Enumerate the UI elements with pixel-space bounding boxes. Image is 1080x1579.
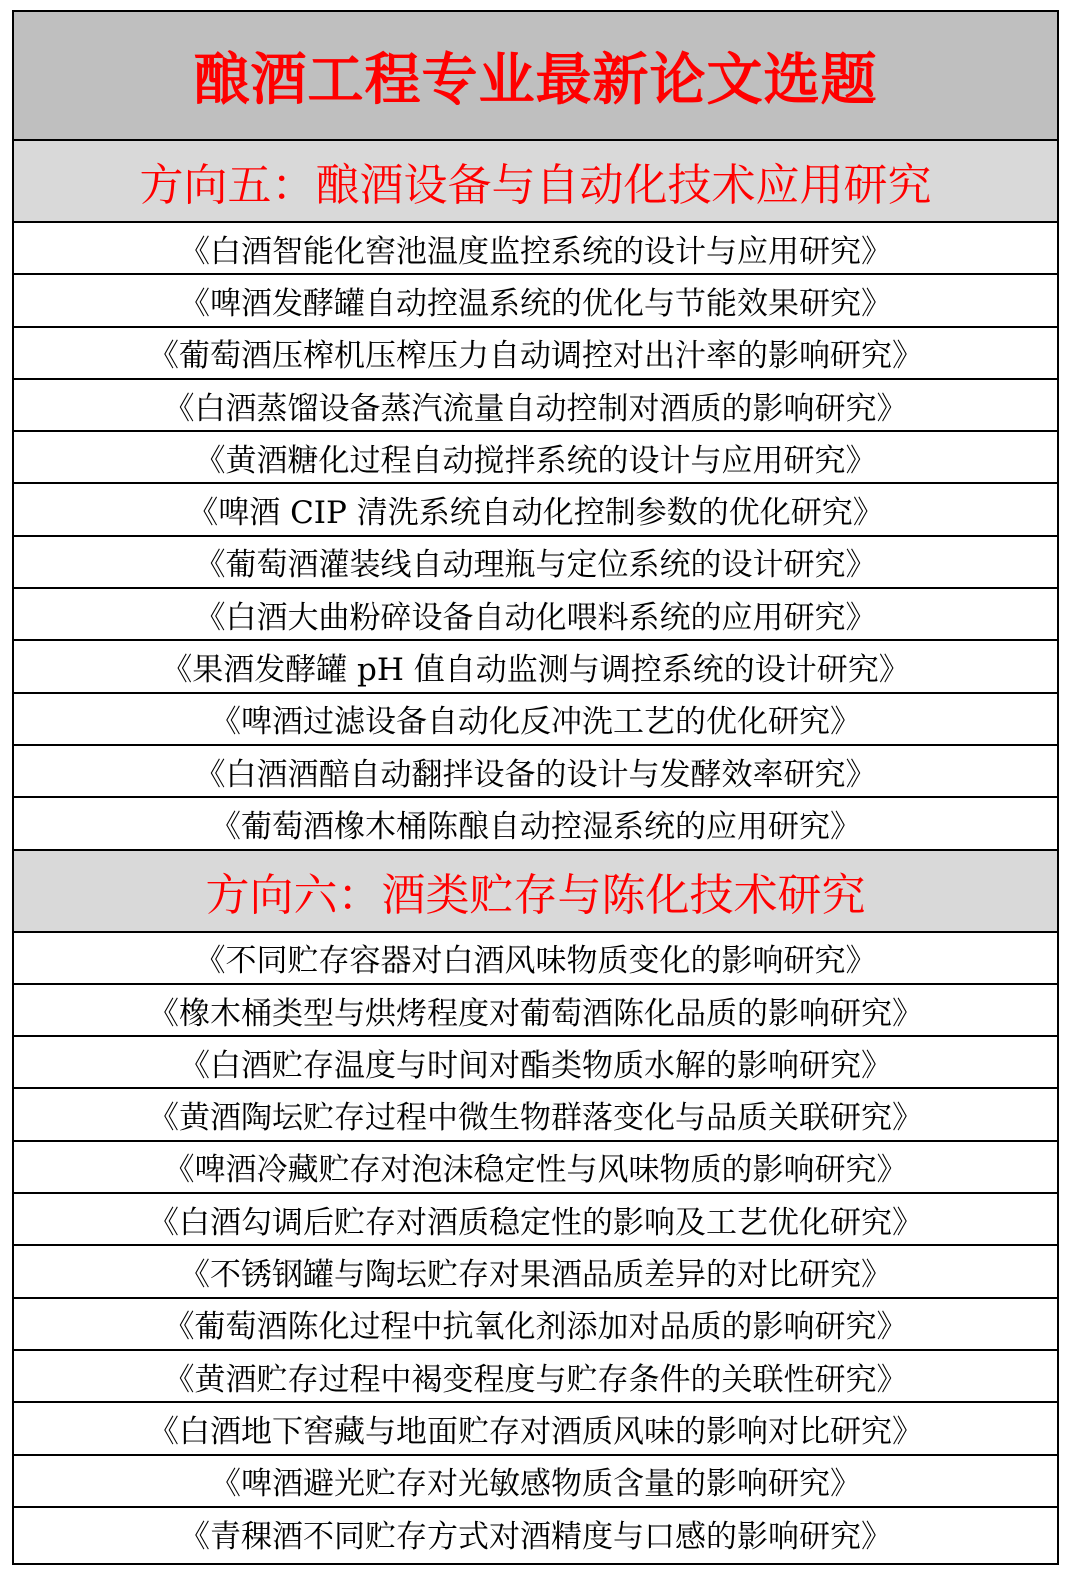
topic-item: 《黄酒糖化过程自动搅拌系统的设计与应用研究》 xyxy=(14,432,1057,484)
topic-item: 《果酒发酵罐 pH 值自动监测与调控系统的设计研究》 xyxy=(14,641,1057,693)
section-heading-6: 方向六：酒类贮存与陈化技术研究 xyxy=(14,851,1057,933)
topic-item: 《葡萄酒橡木桶陈酿自动控湿系统的应用研究》 xyxy=(14,798,1057,850)
page-title: 酿酒工程专业最新论文选题 xyxy=(14,12,1057,141)
topic-item: 《啤酒冷藏贮存对泡沫稳定性与风味物质的影响研究》 xyxy=(14,1142,1057,1194)
topic-item: 《白酒贮存温度与时间对酯类物质水解的影响研究》 xyxy=(14,1037,1057,1089)
topic-item: 《白酒智能化窖池温度监控系统的设计与应用研究》 xyxy=(14,223,1057,275)
topic-item: 《白酒地下窖藏与地面贮存对酒质风味的影响对比研究》 xyxy=(14,1403,1057,1455)
topic-item: 《青稞酒不同贮存方式对酒精度与口感的影响研究》 xyxy=(179,1519,892,1556)
topic-item: 《白酒蒸馏设备蒸汽流量自动控制对酒质的影响研究》 xyxy=(14,380,1057,432)
topic-item: 《白酒大曲粉碎设备自动化喂料系统的应用研究》 xyxy=(14,589,1057,641)
topic-item: 《啤酒避光贮存对光敏感物质含量的影响研究》 xyxy=(14,1456,1057,1508)
topic-item: 《不锈钢罐与陶坛贮存对果酒品质差异的对比研究》 xyxy=(14,1246,1057,1298)
topic-item: 《啤酒过滤设备自动化反冲洗工艺的优化研究》 xyxy=(14,694,1057,746)
topic-table xyxy=(12,10,1059,1565)
section-heading-5: 方向五：酿酒设备与自动化技术应用研究 xyxy=(14,141,1057,223)
topic-item: 《葡萄酒灌装线自动理瓶与定位系统的设计研究》 xyxy=(14,537,1057,589)
topic-item: 《黄酒贮存过程中褐变程度与贮存条件的关联性研究》 xyxy=(14,1351,1057,1403)
topic-item: 《葡萄酒陈化过程中抗氧化剂添加对品质的影响研究》 xyxy=(14,1299,1057,1351)
topic-item: 《橡木桶类型与烘烤程度对葡萄酒陈化品质的影响研究》 xyxy=(14,985,1057,1037)
topic-item: 《葡萄酒压榨机压榨压力自动调控对出汁率的影响研究》 xyxy=(14,328,1057,380)
topic-item: 《白酒勾调后贮存对酒质稳定性的影响及工艺优化研究》 xyxy=(14,1194,1057,1246)
topic-item: 《白酒酒醅自动翻拌设备的设计与发酵效率研究》 xyxy=(14,746,1057,798)
topic-item: 《不同贮存容器对白酒风味物质变化的影响研究》 xyxy=(14,933,1057,985)
topic-item: 《啤酒发酵罐自动控温系统的优化与节能效果研究》 xyxy=(14,275,1057,327)
topic-item: 《黄酒陶坛贮存过程中微生物群落变化与品质关联研究》 xyxy=(14,1089,1057,1141)
topic-item: 《啤酒 CIP 清洗系统自动化控制参数的优化研究》 xyxy=(14,484,1057,536)
